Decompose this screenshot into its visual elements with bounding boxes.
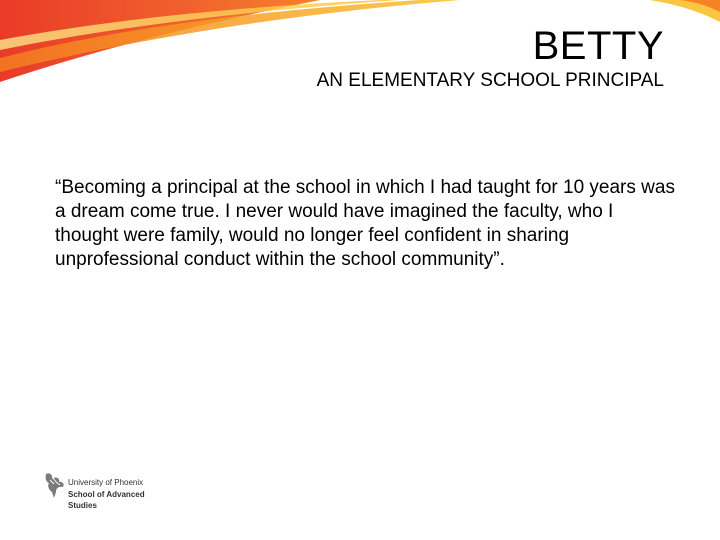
quote-text: “Becoming a principal at the school in which I had taught for 10 years was a dream come true. I never would have imagined the faculty, who I thought were family, would no longer feel confident in sharing unprofessional conduct within the school community”.: [55, 177, 675, 270]
slide-subtitle: AN ELEMENTARY SCHOOL PRINCIPAL: [316, 70, 664, 91]
university-logo: [44, 470, 174, 514]
logo-line-university: University of Phoenix: [68, 478, 144, 487]
phoenix-logo-icon: [44, 470, 66, 500]
slide-title: BETTY: [532, 24, 664, 68]
logo-line-school: School of Advanced: [68, 490, 145, 499]
logo-line-studies: Studies: [68, 501, 97, 510]
